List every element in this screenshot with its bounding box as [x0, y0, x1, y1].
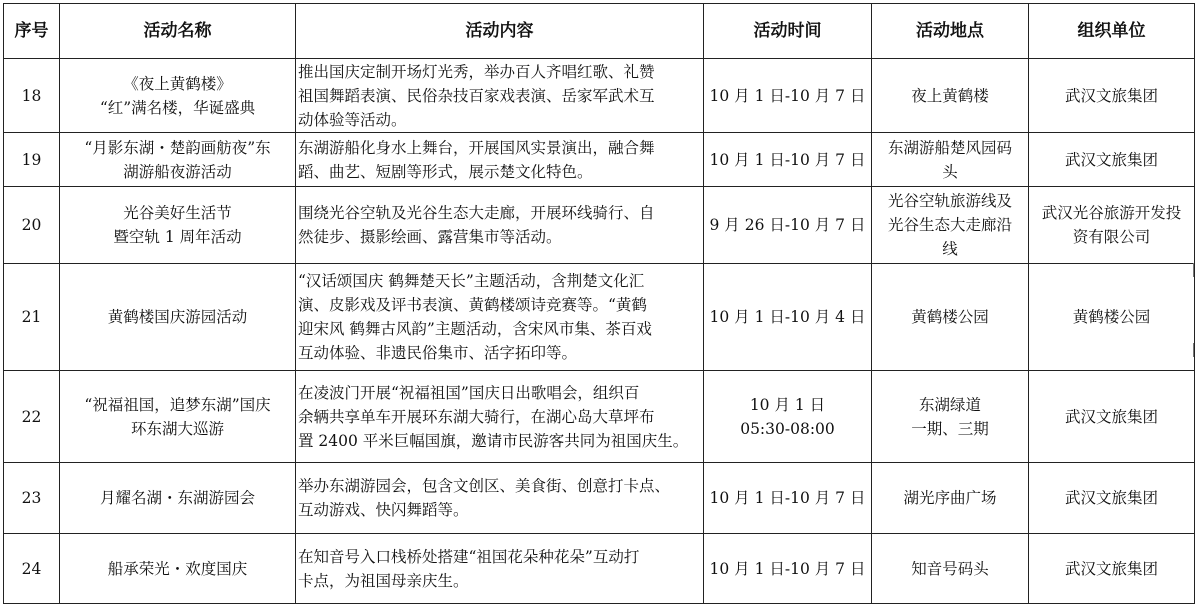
- cell-activity-time-line: 05:30-08:00: [740, 419, 835, 438]
- cell-activity-content-line: 互动游戏、快闪舞蹈等。: [298, 501, 469, 519]
- table-row: [4, 534, 1195, 604]
- cell-activity-content-line: 余辆共享单车开展环东湖大骑行，在湖心岛大草坪布: [298, 407, 655, 426]
- cell-serial-number: 23: [4, 463, 60, 534]
- cell-activity-location-line: 东湖游船楚风园码: [887, 138, 1012, 157]
- cell-organizer-line: 武汉文旅集团: [1064, 150, 1158, 169]
- table-row: [4, 59, 1195, 133]
- cell-activity-name-line: “红”满名楼，华诞盛典: [99, 98, 256, 117]
- cell-organizer: [1029, 133, 1195, 187]
- cell-activity-time-line: 10 月 1 日-10 月 4 日: [709, 308, 866, 326]
- cell-activity-content-line: 举办东湖游园会，包含文创区、美食街、创意打卡点、: [298, 477, 671, 495]
- cell-activity-name-line: 湖游船夜游活动: [123, 162, 232, 181]
- cell-activity-content-line: “汉话颂国庆 鹤舞楚天长”主题活动，含荆楚文化汇: [298, 272, 645, 290]
- cell-activity-name-line: 《夜上黄鹤楼》: [123, 74, 232, 93]
- cell-organizer: [1029, 59, 1195, 133]
- cell-activity-content-line: 祖国舞蹈表演、民俗杂技百家戏表演、岳家军武术互: [298, 86, 655, 105]
- cell-activity-time: [704, 264, 872, 371]
- cell-activity-content-line: 动体验等活动。: [298, 110, 407, 129]
- cell-activity-content-line: 推出国庆定制开场灯光秀，举办百人齐唱红歌、礼赞: [298, 62, 655, 81]
- cell-activity-location: [872, 534, 1029, 604]
- cell-activity-name: [60, 264, 296, 371]
- cell-activity-time: [704, 463, 872, 534]
- page-edge-mark: [1193, 343, 1200, 357]
- cell-activity-name-line: 暨空轨 1 周年活动: [113, 228, 242, 246]
- cell-activity-content: [296, 534, 704, 604]
- cell-activity-name: [60, 463, 296, 534]
- table-row: [4, 187, 1195, 264]
- cell-activity-location: [872, 264, 1029, 371]
- cell-activity-name: [60, 534, 296, 604]
- cell-activity-name-line: 黄鹤楼国庆游园活动: [107, 308, 248, 326]
- cell-activity-location-line: 线: [942, 240, 958, 258]
- cell-activity-location-line: 湖光序曲广场: [903, 489, 997, 507]
- cell-activity-name: [60, 187, 296, 264]
- cell-activity-time: [704, 534, 872, 604]
- cell-organizer-line: 武汉文旅集团: [1064, 559, 1158, 578]
- cell-activity-content-line: 然徒步、摄影绘画、露营集市等活动。: [298, 228, 562, 246]
- table-header-row: [4, 4, 1195, 59]
- cell-serial-number: 20: [4, 187, 60, 264]
- cell-activity-name: [60, 371, 296, 463]
- cell-activity-content-line: 迎宋风 鹤舞古风韵”主题活动，含宋风市集、茶百戏: [298, 320, 652, 338]
- cell-activity-time: [704, 187, 872, 264]
- cell-activity-content: [296, 187, 704, 264]
- cell-activity-content-line: 在凌波门开展“祝福祖国”国庆日出歌唱会，组织百: [298, 383, 640, 402]
- cell-activity-location-line: 夜上黄鹤楼: [911, 86, 989, 105]
- cell-organizer: [1029, 463, 1195, 534]
- cell-activity-time: [704, 133, 872, 187]
- cell-activity-content-line: 互动体验、非遗民俗集市、活字拓印等。: [298, 344, 578, 362]
- cell-activity-location-line: 光谷空轨旅游线及: [887, 192, 1012, 210]
- cell-activity-content: [296, 133, 704, 187]
- table-row: [4, 133, 1195, 187]
- cell-organizer: [1029, 534, 1195, 604]
- table-row: [4, 371, 1195, 463]
- cell-activity-location-line: 头: [942, 162, 958, 181]
- cell-activity-name-line: 月耀名湖・东湖游园会: [99, 489, 255, 507]
- header-activity-time: 活动时间: [704, 4, 872, 59]
- cell-activity-name-line: “月影东湖・楚韵画舫夜”东: [84, 138, 271, 157]
- cell-activity-location: [872, 133, 1029, 187]
- cell-activity-time-line: 10 月 1 日-10 月 7 日: [709, 86, 866, 105]
- cell-activity-content: [296, 463, 704, 534]
- cell-serial-number: 18: [4, 59, 60, 133]
- cell-activity-content-line: 置 2400 平米巨幅国旗，邀请市民游客共同为祖国庆生。: [298, 431, 689, 450]
- cell-activity-location: [872, 463, 1029, 534]
- header-organizer: 组织单位: [1029, 4, 1195, 59]
- cell-activity-content-line: 东湖游船化身水上舞台，开展国风实景演出，融合舞: [298, 138, 655, 157]
- cell-activity-name-line: 船承荣光・欢度国庆: [107, 559, 248, 578]
- cell-activity-time-line: 10 月 1 日-10 月 7 日: [709, 489, 866, 507]
- cell-activity-content-line: 在知音号入口栈桥处搭建“祖国花朵种花朵”互动打: [298, 547, 640, 566]
- cell-activity-time: [704, 371, 872, 463]
- cell-organizer-line: 武汉光谷旅游开发投: [1041, 204, 1182, 222]
- cell-activity-name-line: 环东湖大巡游: [130, 419, 224, 438]
- cell-activity-location-line: 一期、三期: [911, 419, 989, 438]
- cell-activity-content: [296, 264, 704, 371]
- cell-organizer-line: 武汉文旅集团: [1064, 407, 1158, 426]
- cell-activity-time-line: 9 月 26 日-10 月 7 日: [709, 216, 866, 234]
- cell-activity-name: [60, 133, 296, 187]
- header-activity-location: 活动地点: [872, 4, 1029, 59]
- cell-activity-name-line: “祝福祖国，追梦东湖”国庆: [84, 395, 271, 414]
- header-serial-number: 序号: [4, 4, 60, 59]
- cell-activity-location-line: 东湖绿道: [918, 395, 981, 414]
- events-table: [3, 3, 1195, 604]
- table-row: [4, 264, 1195, 371]
- cell-activity-name: [60, 59, 296, 133]
- cell-activity-content-line: 围绕光谷空轨及光谷生态大走廊，开展环线骑行、自: [298, 204, 655, 222]
- cell-activity-content-line: 蹈、曲艺、短剧等形式，展示楚文化特色。: [298, 162, 593, 181]
- cell-organizer: [1029, 264, 1195, 371]
- cell-organizer: [1029, 187, 1195, 264]
- cell-organizer-line: 黄鹤楼公园: [1072, 308, 1151, 326]
- cell-serial-number: 24: [4, 534, 60, 604]
- cell-activity-content-line: 卡点，为祖国母亲庆生。: [298, 571, 469, 590]
- header-activity-name: 活动名称: [60, 4, 296, 59]
- cell-activity-name-line: 光谷美好生活节: [123, 204, 232, 222]
- cell-serial-number: 21: [4, 264, 60, 371]
- cell-activity-time-line: 10 月 1 日-10 月 7 日: [709, 559, 866, 578]
- table-row: [4, 463, 1195, 534]
- table-body: [4, 59, 1195, 604]
- cell-activity-location-line: 光谷生态大走廊沿: [887, 216, 1012, 234]
- header-activity-content: 活动内容: [296, 4, 704, 59]
- cell-activity-content: [296, 59, 704, 133]
- cell-activity-location: [872, 59, 1029, 133]
- cell-activity-content-line: 演、皮影戏及评书表演、黄鹤楼颂诗竞赛等。“黄鹤: [298, 296, 647, 314]
- cell-organizer-line: 资有限公司: [1072, 228, 1151, 246]
- cell-activity-time-line: 10 月 1 日: [749, 395, 826, 414]
- cell-serial-number: 19: [4, 133, 60, 187]
- cell-activity-location: [872, 371, 1029, 463]
- cell-organizer-line: 武汉文旅集团: [1064, 489, 1158, 507]
- cell-activity-content: [296, 371, 704, 463]
- page-edge-mark: [1193, 263, 1200, 277]
- cell-organizer: [1029, 371, 1195, 463]
- cell-activity-time: [704, 59, 872, 133]
- cell-activity-location-line: 知音号码头: [911, 559, 989, 578]
- cell-activity-location-line: 黄鹤楼公园: [911, 308, 989, 326]
- cell-activity-location: [872, 187, 1029, 264]
- cell-activity-time-line: 10 月 1 日-10 月 7 日: [709, 150, 866, 169]
- cell-serial-number: 22: [4, 371, 60, 463]
- cell-organizer-line: 武汉文旅集团: [1064, 86, 1158, 105]
